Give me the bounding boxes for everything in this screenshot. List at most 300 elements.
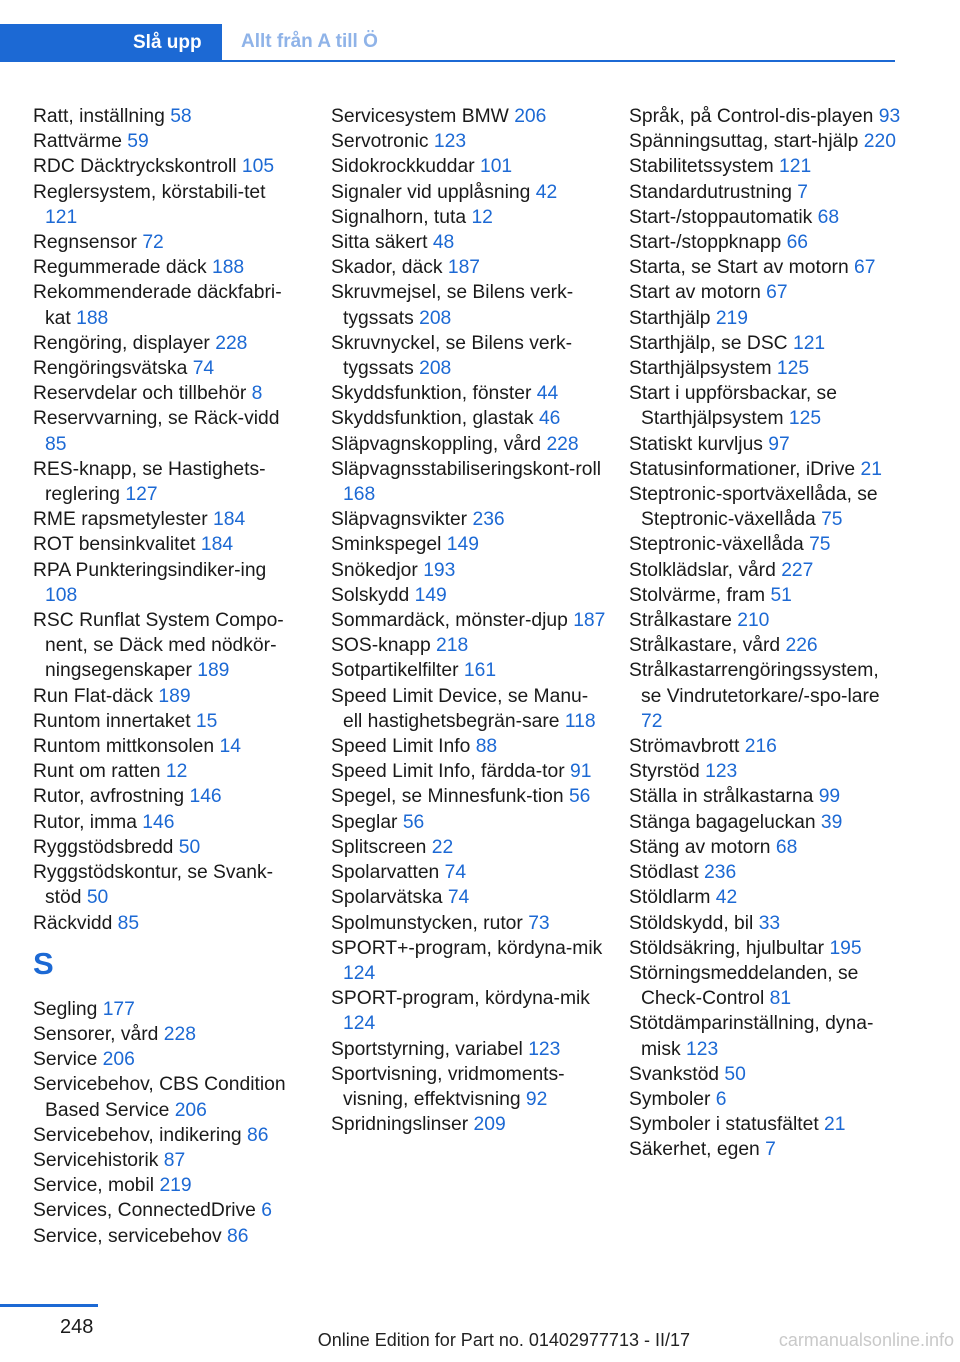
page-link[interactable]: 93 bbox=[878, 106, 901, 127]
index-term: Servicehistorik bbox=[33, 1149, 159, 1171]
index-entry bbox=[33, 997, 303, 1022]
page-link[interactable]: 86 bbox=[247, 1124, 269, 1146]
index-term: Snökedjor bbox=[331, 559, 418, 581]
page-link[interactable]: 50 bbox=[178, 836, 201, 858]
page-link[interactable]: 75 bbox=[809, 534, 831, 556]
page-link[interactable]: 218 bbox=[436, 635, 469, 657]
index-term: Signaler vid upplåsning bbox=[331, 181, 531, 203]
index-term: Statiskt kurvljus bbox=[629, 433, 763, 455]
page-link[interactable]: 97 bbox=[768, 433, 790, 455]
index-term: Stöldlarm bbox=[629, 887, 711, 909]
index-term: Stötdämparinställning, dyna-misk bbox=[629, 1013, 874, 1060]
index-entry bbox=[629, 633, 904, 658]
index-term: Symboler i statusfältet bbox=[629, 1114, 819, 1136]
index-entry bbox=[33, 835, 303, 860]
index-term: RME rapsmetylester bbox=[33, 509, 208, 531]
index-entry bbox=[33, 558, 303, 608]
page-link[interactable]: 68 bbox=[775, 836, 798, 858]
index-term: Speed Limit Info, färdda-tor bbox=[331, 761, 565, 783]
page-link[interactable]: 67 bbox=[854, 257, 876, 279]
index-entry bbox=[331, 810, 606, 835]
index-term: Spolarvätska bbox=[331, 887, 443, 909]
index-term: Servicebehov, CBS Condition Based Service bbox=[33, 1074, 286, 1121]
index-entry bbox=[33, 230, 303, 255]
index-entry bbox=[33, 1148, 303, 1173]
page-link[interactable]: 74 bbox=[447, 887, 470, 909]
index-term: Starthjälp, se DSC bbox=[629, 332, 788, 354]
index-term: Reservdelar och tillbehör bbox=[33, 383, 247, 405]
index-entry bbox=[331, 280, 606, 330]
page-link[interactable]: 33 bbox=[758, 912, 781, 934]
page-link[interactable]: 236 bbox=[704, 862, 737, 884]
page-link[interactable]: 56 bbox=[568, 786, 591, 808]
index-term: Släpvagnskoppling, vård bbox=[331, 433, 542, 455]
index-entry bbox=[331, 936, 606, 986]
page-link[interactable]: 81 bbox=[769, 988, 792, 1010]
page-link[interactable]: 42 bbox=[535, 181, 558, 203]
index-entry bbox=[33, 1198, 303, 1223]
index-term: Skruvmejsel, se Bilens verk-tygssats bbox=[331, 282, 574, 329]
page-link[interactable]: 21 bbox=[860, 458, 882, 480]
index-term: Splitscreen bbox=[331, 836, 427, 858]
index-entry bbox=[629, 835, 904, 860]
index-term: Stolklädslar, vård bbox=[629, 559, 776, 581]
index-entry bbox=[331, 532, 606, 557]
index-entry bbox=[33, 532, 303, 557]
index-entry bbox=[629, 734, 904, 759]
page-link[interactable]: 236 bbox=[472, 509, 505, 531]
index-entry bbox=[33, 1047, 303, 1072]
watermark: carmanualsonline.info bbox=[778, 1330, 954, 1350]
index-term: RPA Punkteringsindiker-ing bbox=[33, 559, 267, 581]
index-term: Starta, se Start av motorn bbox=[629, 257, 849, 279]
index-column-1 bbox=[33, 104, 303, 1249]
index-term: Räckvidd bbox=[33, 912, 113, 934]
index-term: Störningsmeddelanden, se Check-Control bbox=[629, 962, 859, 1010]
page-link[interactable]: 125 bbox=[788, 408, 822, 430]
index-term: Segling bbox=[33, 998, 98, 1020]
index-term: Skador, däck bbox=[331, 257, 443, 279]
page-link[interactable]: 226 bbox=[785, 635, 818, 657]
page-link[interactable]: 219 bbox=[715, 307, 748, 329]
page-link[interactable]: 92 bbox=[525, 1088, 548, 1110]
index-entry bbox=[629, 482, 904, 532]
index-term: Steptronic-sportväxellåda, se Steptronic-växellåda bbox=[629, 484, 878, 531]
page-link[interactable]: 12 bbox=[471, 206, 493, 228]
page-link[interactable]: 187 bbox=[573, 610, 606, 632]
index-entry bbox=[33, 104, 303, 129]
index-entry bbox=[33, 684, 303, 709]
index-entry bbox=[629, 936, 904, 961]
index-entry bbox=[331, 835, 606, 860]
index-term: Språk, på Control-dis-playen bbox=[629, 106, 874, 127]
index-term: Sportstyrning, variabel bbox=[331, 1038, 523, 1060]
index-entry bbox=[629, 784, 904, 809]
index-term: Säkerhet, egen bbox=[629, 1139, 760, 1161]
page-link[interactable]: 59 bbox=[127, 131, 149, 153]
index-entry bbox=[331, 986, 606, 1036]
index-term: Solskydd bbox=[331, 584, 410, 606]
index-entry bbox=[629, 583, 904, 608]
footer-rule bbox=[0, 1304, 98, 1307]
index-term: Styrstöd bbox=[629, 761, 700, 783]
page-link[interactable]: 168 bbox=[343, 484, 376, 506]
page-link[interactable]: 42 bbox=[715, 887, 738, 909]
page-link[interactable]: 206 bbox=[102, 1049, 135, 1071]
index-term: Service, servicebehov bbox=[33, 1225, 222, 1247]
index-term: Sportvisning, vridmoments-visning, effektvisning bbox=[331, 1063, 565, 1110]
page-link[interactable]: 146 bbox=[189, 786, 222, 808]
index-term: Rattvärme bbox=[33, 131, 122, 153]
index-term: Signalhorn, tuta bbox=[331, 206, 467, 228]
page-link[interactable]: 209 bbox=[473, 1114, 506, 1136]
index-entry bbox=[33, 911, 303, 936]
page-link[interactable]: 85 bbox=[117, 912, 140, 934]
index-term: SOS-knapp bbox=[331, 635, 431, 657]
index-entry bbox=[331, 558, 606, 583]
index-term: Reglersystem, körstabili-tet bbox=[33, 181, 266, 203]
tab-sla-upp[interactable]: Slå upp bbox=[0, 24, 222, 62]
index-entry bbox=[629, 608, 904, 633]
index-term: Strålkastare bbox=[629, 610, 732, 632]
index-term: Sminkspegel bbox=[331, 534, 442, 556]
page-link[interactable]: 50 bbox=[724, 1063, 746, 1085]
index-term: Svankstöd bbox=[629, 1063, 720, 1085]
index-entry bbox=[629, 356, 904, 381]
index-term: Runtom innertaket bbox=[33, 710, 191, 732]
index-entry bbox=[33, 1072, 303, 1122]
index-term: Rekommenderade däckfabri-kat bbox=[33, 282, 282, 329]
index-term: Start-/stoppknapp bbox=[629, 232, 782, 254]
index-term: Service bbox=[33, 1049, 98, 1071]
page-link[interactable]: 74 bbox=[192, 358, 215, 380]
index-term: Speed Limit Device, se Manu-ell hastighetsbegrän-sare bbox=[331, 685, 589, 732]
page-link[interactable]: 12 bbox=[165, 761, 188, 783]
page-link[interactable]: 21 bbox=[824, 1114, 846, 1136]
page-link[interactable]: 121 bbox=[779, 156, 812, 178]
page-link[interactable]: 177 bbox=[102, 998, 135, 1020]
index-entry bbox=[331, 1037, 606, 1062]
page-link[interactable]: 219 bbox=[159, 1175, 192, 1197]
index-term: Spänningsuttag, start-hjälp bbox=[629, 131, 859, 153]
page-link[interactable]: 14 bbox=[219, 736, 241, 758]
page-link[interactable]: 149 bbox=[446, 534, 479, 556]
index-term: Ryggstödsbredd bbox=[33, 836, 174, 858]
page-link[interactable]: 121 bbox=[792, 332, 826, 354]
index-entry bbox=[33, 860, 303, 910]
page-link[interactable]: 91 bbox=[570, 761, 592, 783]
page-link[interactable]: 124 bbox=[343, 962, 376, 984]
index-entry bbox=[331, 658, 606, 683]
index-entry bbox=[629, 154, 904, 179]
index-entry bbox=[629, 381, 904, 431]
index-term: SPORT-program, kördyna-mik bbox=[331, 988, 590, 1010]
index-entry bbox=[331, 684, 606, 734]
index-entry bbox=[331, 784, 606, 809]
page-link[interactable]: 6 bbox=[261, 1200, 272, 1222]
index-term: Skyddsfunktion, glastak bbox=[331, 408, 534, 430]
page-link[interactable]: 7 bbox=[797, 181, 809, 203]
page-link[interactable]: 67 bbox=[766, 282, 788, 304]
page-link[interactable]: 228 bbox=[546, 433, 579, 455]
index-entry bbox=[629, 911, 904, 936]
index-term: Stöldskydd, bil bbox=[629, 912, 754, 934]
index-entry bbox=[331, 255, 606, 280]
page-link[interactable]: 189 bbox=[158, 685, 191, 707]
index-entry bbox=[629, 104, 904, 129]
index-term: Servicebehov, indikering bbox=[33, 1124, 242, 1146]
page-link[interactable]: 149 bbox=[414, 584, 447, 606]
page-link[interactable]: 195 bbox=[829, 937, 862, 959]
index-entry bbox=[33, 356, 303, 381]
header-rule bbox=[0, 60, 895, 62]
index-entry bbox=[629, 457, 904, 482]
tab-allt-fran-a-till-o[interactable]: Allt från A till Ö bbox=[241, 31, 378, 52]
index-term: Spolarvatten bbox=[331, 862, 440, 884]
page-link[interactable]: 74 bbox=[444, 862, 467, 884]
index-term: Spolmunstycken, rutor bbox=[331, 912, 523, 934]
index-term: Starthjälpsystem bbox=[629, 358, 772, 380]
page-link[interactable]: 210 bbox=[737, 610, 770, 632]
index-entry bbox=[331, 583, 606, 608]
page-link[interactable]: 39 bbox=[820, 811, 843, 833]
index-entry bbox=[33, 255, 303, 280]
index-entry bbox=[629, 432, 904, 457]
header-tab-bar bbox=[0, 24, 895, 62]
index-entry bbox=[629, 961, 904, 1011]
page-link[interactable]: 15 bbox=[195, 710, 218, 732]
page-link[interactable]: 220 bbox=[863, 131, 896, 153]
page-link[interactable]: 184 bbox=[213, 509, 246, 531]
index-entry bbox=[331, 154, 606, 179]
index-term: Start-/stoppautomatik bbox=[629, 206, 813, 228]
page-link[interactable]: 73 bbox=[528, 912, 550, 934]
index-term: RDC Däcktryckskontroll bbox=[33, 156, 237, 178]
page-link[interactable]: 58 bbox=[170, 106, 192, 127]
index-entry bbox=[33, 280, 303, 330]
index-term: Ratt, inställning bbox=[33, 106, 165, 127]
index-entry bbox=[629, 532, 904, 557]
index-entry bbox=[629, 759, 904, 784]
page-link[interactable]: 6 bbox=[715, 1088, 727, 1110]
index-entry bbox=[331, 205, 606, 230]
index-term: Rutor, imma bbox=[33, 811, 137, 833]
index-entry bbox=[629, 810, 904, 835]
index-entry bbox=[33, 180, 303, 230]
index-entry bbox=[331, 507, 606, 532]
index-entry bbox=[33, 507, 303, 532]
page-link[interactable]: 123 bbox=[686, 1038, 719, 1060]
page-link[interactable]: 189 bbox=[197, 660, 230, 682]
page-link[interactable]: 99 bbox=[818, 786, 841, 808]
index-entry bbox=[331, 104, 606, 129]
index-entry bbox=[331, 1112, 606, 1137]
page-link[interactable]: 127 bbox=[125, 484, 158, 506]
index-entry bbox=[629, 1112, 904, 1137]
index-term: Sensorer, vård bbox=[33, 1023, 159, 1045]
index-term: Service, mobil bbox=[33, 1175, 155, 1197]
index-entry bbox=[629, 180, 904, 205]
index-term: ROT bensinkvalitet bbox=[33, 534, 196, 556]
index-term: Strålkastarrengöringssystem, se Vindrutetorkare/-spo-lare bbox=[629, 660, 880, 707]
page-link[interactable]: 56 bbox=[402, 811, 425, 833]
page-link[interactable]: 101 bbox=[479, 156, 513, 178]
page-link[interactable]: 44 bbox=[536, 383, 559, 405]
index-term: Sidokrockkuddar bbox=[331, 156, 475, 178]
edition-note: Online Edition for Part no. 01402977713 - II/17 bbox=[317, 1330, 690, 1350]
index-entry bbox=[331, 734, 606, 759]
index-term: Skyddsfunktion, fönster bbox=[331, 383, 532, 405]
index-entry bbox=[331, 180, 606, 205]
page-link[interactable]: 85 bbox=[45, 433, 67, 455]
index-entry bbox=[331, 860, 606, 885]
page-link[interactable]: 50 bbox=[86, 887, 109, 909]
index-entry bbox=[629, 658, 904, 734]
index-term: Rutor, avfrostning bbox=[33, 786, 185, 808]
index-term: Sotpartikelfilter bbox=[331, 660, 459, 682]
index-term: Speed Limit Info bbox=[331, 736, 471, 758]
index-entry bbox=[331, 406, 606, 431]
page-link[interactable]: 68 bbox=[817, 206, 840, 228]
index-term: SPORT+-program, kördyna-mik bbox=[331, 937, 603, 959]
index-entry bbox=[33, 784, 303, 809]
page-link[interactable]: 206 bbox=[514, 106, 547, 127]
index-term: Stöldsäkring, hjulbultar bbox=[629, 937, 825, 959]
index-entry bbox=[629, 129, 904, 154]
index-term: Standardutrustning bbox=[629, 181, 792, 203]
page-link[interactable]: 146 bbox=[142, 811, 175, 833]
index-entry bbox=[33, 406, 303, 456]
index-term: Starthjälp bbox=[629, 307, 711, 329]
index-entry bbox=[33, 759, 303, 784]
index-entry bbox=[629, 860, 904, 885]
index-entry bbox=[331, 230, 606, 255]
index-term: Steptronic-växellåda bbox=[629, 534, 804, 556]
index-entry bbox=[33, 457, 303, 507]
index-term: Spegel, se Minnesfunk-tion bbox=[331, 786, 564, 808]
index-entry bbox=[629, 1137, 904, 1162]
page-link[interactable]: 8 bbox=[251, 383, 263, 405]
index-column-3 bbox=[629, 104, 904, 1163]
index-entry bbox=[33, 1123, 303, 1148]
index-term: Stänga bagageluckan bbox=[629, 811, 816, 833]
index-term: Rengöringsvätska bbox=[33, 358, 188, 380]
page-link[interactable]: 51 bbox=[770, 584, 792, 606]
index-term: Servicesystem BMW bbox=[331, 106, 509, 127]
page-link[interactable]: 123 bbox=[433, 131, 467, 153]
index-entry bbox=[629, 558, 904, 583]
index-term: Sitta säkert bbox=[331, 232, 428, 254]
index-entry bbox=[33, 154, 303, 179]
page-link[interactable]: 75 bbox=[821, 509, 843, 531]
index-term: Ryggstödskontur, se Svank-stöd bbox=[33, 862, 274, 909]
page-link[interactable]: 184 bbox=[200, 534, 234, 556]
index-term: Services, ConnectedDrive bbox=[33, 1200, 256, 1222]
index-term: Symboler bbox=[629, 1088, 711, 1110]
index-entry bbox=[33, 381, 303, 406]
index-entry bbox=[629, 280, 904, 305]
page-link[interactable]: 188 bbox=[211, 257, 245, 279]
page-link[interactable]: 228 bbox=[163, 1023, 196, 1045]
index-entry bbox=[331, 129, 606, 154]
index-term: Stabilitetssystem bbox=[629, 156, 774, 178]
index-entry bbox=[331, 331, 606, 381]
page-link[interactable]: 193 bbox=[423, 559, 456, 581]
page-link[interactable]: 105 bbox=[241, 156, 275, 178]
page-link[interactable]: 121 bbox=[45, 206, 78, 228]
page-link[interactable]: 7 bbox=[765, 1139, 776, 1161]
page-link[interactable]: 48 bbox=[432, 232, 455, 254]
page-link[interactable]: 46 bbox=[538, 408, 561, 430]
index-term: Start av motorn bbox=[629, 282, 761, 304]
index-term: Speglar bbox=[331, 811, 398, 833]
page-link[interactable]: 187 bbox=[447, 257, 481, 279]
page-link[interactable]: 72 bbox=[142, 232, 164, 254]
index-entry bbox=[331, 911, 606, 936]
index-term: Statusinformationer, iDrive bbox=[629, 458, 856, 480]
page-link[interactable]: 108 bbox=[45, 584, 78, 606]
index-entry bbox=[33, 709, 303, 734]
index-term: Skruvnyckel, se Bilens verk-tygssats bbox=[331, 332, 573, 380]
page-link[interactable]: 66 bbox=[786, 232, 809, 254]
index-entry bbox=[33, 129, 303, 154]
page-link[interactable]: 87 bbox=[163, 1149, 186, 1171]
page-link[interactable]: 22 bbox=[431, 836, 454, 858]
index-entry bbox=[331, 1062, 606, 1112]
page-number: 248 bbox=[60, 1316, 94, 1338]
index-term: Regnsensor bbox=[33, 232, 137, 254]
index-term: RES-knapp, se Hastighets-reglering bbox=[33, 458, 266, 506]
page-link[interactable]: 228 bbox=[215, 332, 248, 354]
index-term: Stolvärme, fram bbox=[629, 584, 766, 606]
index-term: Stäng av motorn bbox=[629, 836, 771, 858]
page-link[interactable]: 208 bbox=[419, 307, 452, 329]
index-entry bbox=[629, 205, 904, 230]
index-entry bbox=[33, 734, 303, 759]
page-link[interactable]: 125 bbox=[776, 358, 810, 380]
page-link[interactable]: 123 bbox=[528, 1038, 561, 1060]
index-entry bbox=[33, 1022, 303, 1047]
page-link[interactable]: 206 bbox=[174, 1099, 207, 1121]
page-link[interactable]: 123 bbox=[705, 761, 738, 783]
index-term: RSC Runflat System Compo-nent, se Däck med nödkör-ningsegenskaper bbox=[33, 610, 284, 682]
page-link[interactable]: 216 bbox=[744, 736, 777, 758]
page-link[interactable]: 88 bbox=[475, 736, 498, 758]
index-term: Reservvarning, se Räck-vidd bbox=[33, 408, 280, 430]
index-term: Rengöring, displayer bbox=[33, 332, 210, 354]
page-link[interactable]: 188 bbox=[76, 307, 109, 329]
index-entry bbox=[629, 1062, 904, 1087]
page-link[interactable]: 227 bbox=[781, 559, 814, 581]
page-link[interactable]: 72 bbox=[641, 710, 663, 732]
index-entry bbox=[331, 381, 606, 406]
page-link[interactable]: 208 bbox=[419, 358, 452, 380]
index-entry bbox=[629, 885, 904, 910]
index-entry bbox=[33, 1224, 303, 1249]
index-entry bbox=[331, 885, 606, 910]
index-term: Start i uppförsbackar, se Starthjälpsystem bbox=[629, 383, 837, 430]
page-link[interactable]: 124 bbox=[343, 1013, 376, 1035]
index-term: Run Flat-däck bbox=[33, 685, 154, 707]
page-link[interactable]: 118 bbox=[564, 710, 596, 732]
page-link[interactable]: 86 bbox=[226, 1225, 249, 1247]
index-entry bbox=[629, 255, 904, 280]
page-link[interactable]: 161 bbox=[463, 660, 497, 682]
index-entry bbox=[331, 457, 606, 507]
index-term: Regummerade däck bbox=[33, 257, 207, 279]
index-entry bbox=[331, 432, 606, 457]
index-entry bbox=[629, 1011, 904, 1061]
